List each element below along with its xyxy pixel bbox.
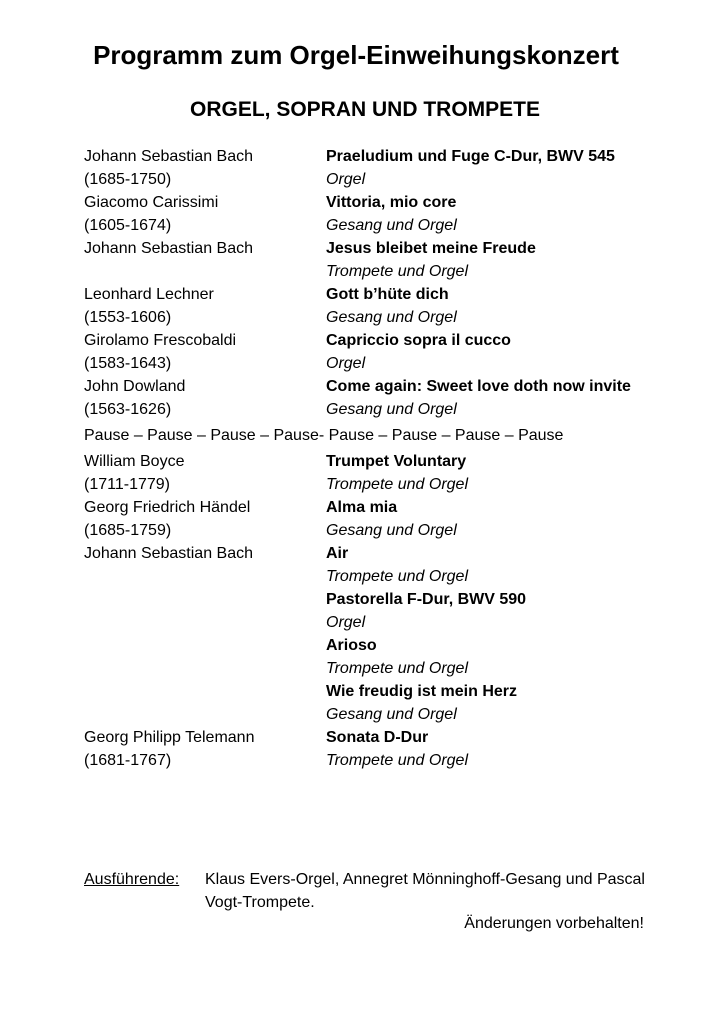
program-part-1 [84,145,684,421]
piece-instrumentation: Gesang und Orgel [326,309,457,326]
composer-cell [84,726,326,772]
performers-label: Ausführende: [84,871,180,888]
piece-cell [326,375,684,421]
composer-cell [84,542,326,588]
composer-cell [84,191,326,237]
composer-name: Leonhard Lechner [84,286,214,303]
piece-instrumentation: Gesang und Orgel [326,706,457,723]
composer-cell [84,283,326,329]
program-row [84,375,684,421]
composer-name: Girolamo Frescobaldi [84,332,237,349]
piece-title: Pastorella F-Dur, BWV 590 [326,591,527,608]
program-row [84,329,684,375]
piece-instrumentation: Orgel [326,355,366,372]
composer-cell [84,329,326,375]
composer-cell [84,450,326,496]
composer-name: Georg Philipp Telemann [84,729,255,746]
piece-cell [326,329,684,375]
piece-cell [326,634,684,680]
composer-cell [84,634,326,680]
piece-instrumentation: Trompete und Orgel [326,476,468,493]
piece-title: Jesus bleibet meine Freude [326,240,536,257]
piece-cell [326,588,684,634]
composer-cell [84,375,326,421]
pause-line: Pause – Pause – Pause – Pause- Pause – Pause – Pause – Pause [84,427,564,444]
composer-years: (1681-1767) [84,752,172,769]
composer-cell [84,145,326,191]
composer-cell [84,680,326,726]
program-row [84,450,684,496]
piece-instrumentation: Trompete und Orgel [326,752,468,769]
changes-note: Änderungen vorbehalten! [464,915,644,932]
piece-title: Gott b’hüte dich [326,286,449,303]
piece-title: Air [326,545,349,562]
program-row [84,680,684,726]
composer-name: Johann Sebastian Bach [84,148,254,165]
piece-instrumentation: Gesang und Orgel [326,217,457,234]
program-row [84,237,684,283]
program-row [84,283,684,329]
piece-title: Capriccio sopra il cucco [326,332,511,349]
composer-name: John Dowland [84,378,186,395]
program-row [84,191,684,237]
composer-name: Johann Sebastian Bach [84,240,254,257]
piece-instrumentation: Trompete und Orgel [326,263,468,280]
composer-cell [84,496,326,542]
piece-cell [326,680,684,726]
piece-title: Sonata D-Dur [326,729,429,746]
page-title: Programm zum Orgel-Einweihungskonzert [93,40,619,70]
program-part-2 [84,450,684,772]
composer-name: Giacomo Carissimi [84,194,219,211]
piece-title: Come again: Sweet love doth now invite [326,378,631,395]
program-row [84,542,684,588]
program-row [84,634,684,680]
piece-title: Vittoria, mio core [326,194,457,211]
composer-years: (1685-1750) [84,171,172,188]
composer-years: (1553-1606) [84,309,172,326]
program-row [84,145,684,191]
program-row [84,726,684,772]
program-row [84,496,684,542]
piece-cell [326,237,684,283]
piece-cell [326,726,684,772]
piece-title: Wie freudig ist mein Herz [326,683,517,700]
piece-instrumentation: Orgel [326,171,366,188]
piece-cell [326,450,684,496]
piece-title: Alma mia [326,499,398,516]
program-row [84,588,684,634]
composer-cell [84,237,326,283]
piece-cell [326,542,684,588]
composer-years: (1563-1626) [84,401,172,418]
piece-cell [326,145,684,191]
composer-name: Johann Sebastian Bach [84,545,254,562]
piece-instrumentation: Trompete und Orgel [326,568,468,585]
composer-cell [84,588,326,634]
page-subtitle: ORGEL, SOPRAN UND TROMPETE [189,98,541,121]
composer-years: (1685-1759) [84,522,172,539]
piece-title: Arioso [326,637,377,654]
performers-text: Klaus Evers-Orgel, Annegret Mönninghoff-Gesang und Pascal Vogt-Trompete. [205,871,645,911]
composer-years: (1711-1779) [84,476,170,493]
piece-title: Praeludium und Fuge C-Dur, BWV 545 [326,148,615,165]
piece-instrumentation: Trompete und Orgel [326,660,468,677]
composer-years: (1583-1643) [84,355,172,372]
piece-cell [326,191,684,237]
piece-title: Trumpet Voluntary [326,453,467,470]
composer-name: William Boyce [84,453,185,470]
composer-years: (1605-1674) [84,217,172,234]
piece-instrumentation: Gesang und Orgel [326,522,457,539]
piece-instrumentation: Gesang und Orgel [326,401,457,418]
piece-cell [326,496,684,542]
piece-cell [326,283,684,329]
composer-name: Georg Friedrich Händel [84,499,251,516]
program-list [84,145,684,772]
piece-instrumentation: Orgel [326,614,366,631]
